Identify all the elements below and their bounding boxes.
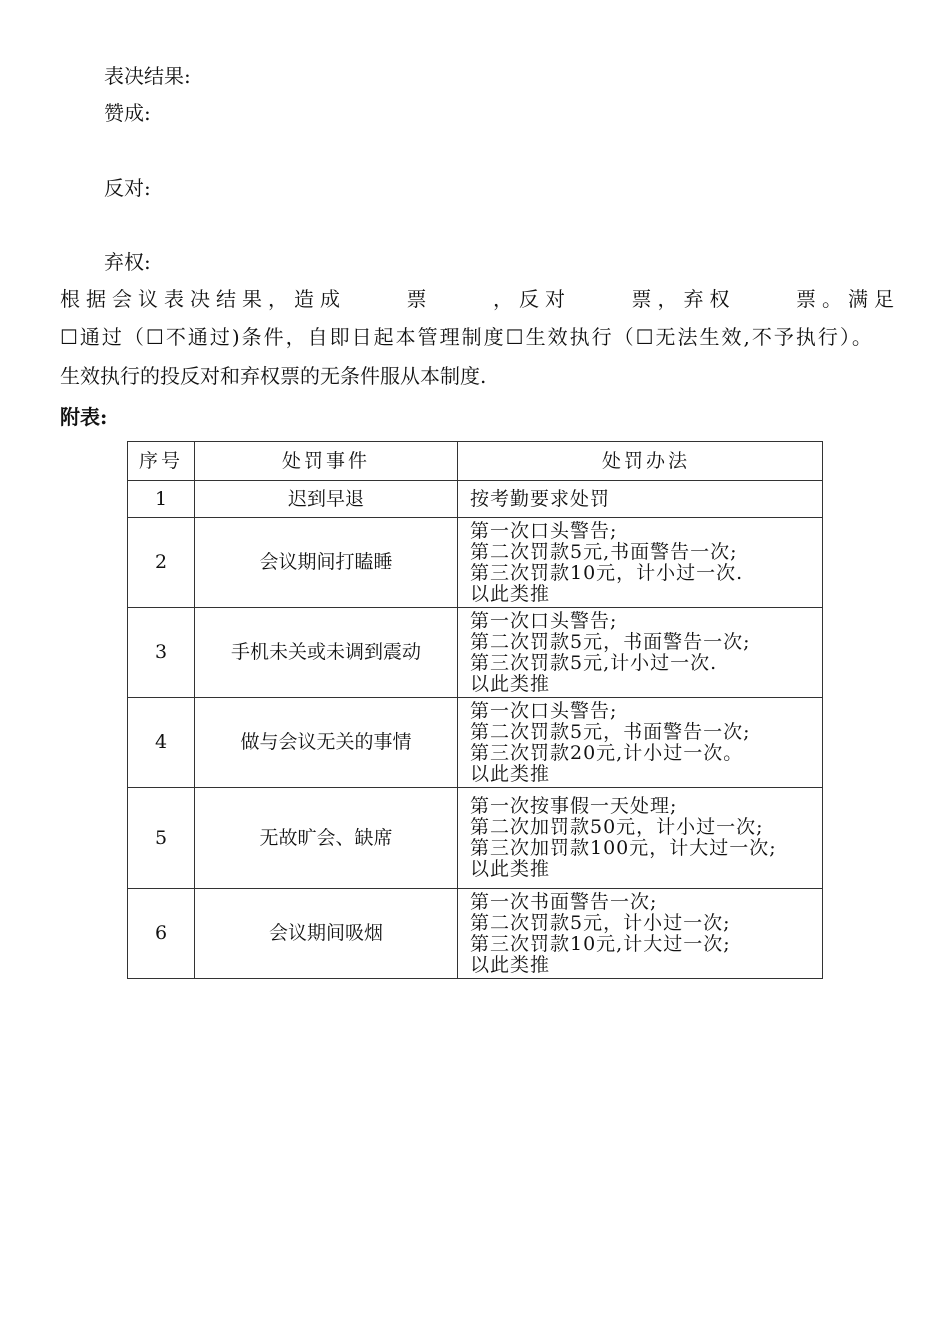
method-line: 第三次罚款10元，计小过一次. — [470, 561, 744, 584]
method-line: 第三次罚款5元,计小过一次. — [470, 651, 718, 674]
vote-count-part: 票，弃权 — [631, 287, 736, 311]
row-event: 迟到早退 — [195, 481, 458, 518]
vote-result-label: 表决结果: — [104, 64, 191, 88]
table-row — [128, 788, 823, 889]
method-line: 第一次口头警告; — [470, 519, 618, 542]
table-row — [128, 608, 823, 698]
row-number: 5 — [128, 788, 195, 889]
row-number: 6 — [128, 889, 195, 979]
method-line: 以此类推 — [470, 672, 551, 695]
row-number: 4 — [128, 698, 195, 788]
row-event: 无故旷会、缺席 — [195, 788, 458, 889]
row-event: 会议期间打瞌睡 — [195, 518, 458, 608]
obey-sentence: 生效执行的投反对和弃权票的无条件服从本制度. — [60, 364, 487, 388]
table-row — [128, 698, 823, 788]
table-row — [128, 889, 823, 979]
row-method — [458, 698, 823, 788]
row-method — [458, 608, 823, 698]
header-method: 处罚办法 — [458, 442, 823, 481]
header-event: 处罚事件 — [195, 442, 458, 481]
vote-count-part: 票 — [406, 287, 433, 311]
row-method — [458, 481, 823, 518]
row-number: 2 — [128, 518, 195, 608]
vote-count-sentence — [60, 287, 900, 311]
row-event: 会议期间吸烟 — [195, 889, 458, 979]
method-line: 第三次加罚款100元，计大过一次; — [470, 837, 777, 859]
vote-count-part: ，反对 — [493, 287, 571, 311]
method-line: 按考勤要求处罚 — [470, 487, 611, 510]
method-line: 以此类推 — [470, 953, 551, 976]
row-event: 手机未关或未调到震动 — [195, 608, 458, 698]
table-row — [128, 481, 823, 518]
method-line: 以此类推 — [470, 762, 551, 785]
table-row — [128, 518, 823, 608]
penalty-table — [127, 441, 823, 979]
vote-against-label: 反对: — [104, 176, 151, 200]
row-number: 1 — [128, 481, 195, 518]
row-method — [458, 518, 823, 608]
vote-abstain-label: 弃权: — [104, 250, 151, 274]
method-line: 第三次罚款20元,计小过一次。 — [470, 741, 744, 764]
vote-for-label: 赞成: — [104, 101, 151, 125]
method-line: 第二次罚款5元,书面警告一次; — [470, 540, 738, 563]
row-number: 3 — [128, 608, 195, 698]
pass-condition-sentence: ☐通过（☐不通过)条件，自即日起本管理制度☐生效执行（☐无法生效,不予执行）。 — [60, 325, 874, 349]
method-line: 第二次罚款5元，计小过一次; — [470, 911, 731, 934]
vote-count-part: 票。满足 — [796, 287, 900, 311]
method-line: 第二次罚款5元，书面警告一次; — [470, 720, 751, 743]
table-header-row — [128, 442, 823, 481]
appendix-heading: 附表: — [60, 405, 108, 429]
vote-count-part: 根据会议表决结果，造成 — [60, 287, 346, 311]
method-line: 第一次口头警告; — [470, 609, 618, 632]
method-line: 第二次加罚款50元，计小过一次; — [470, 816, 764, 838]
method-line: 以此类推 — [470, 858, 551, 880]
row-method — [458, 788, 823, 889]
method-line: 第一次按事假一天处理; — [470, 795, 678, 817]
row-method — [458, 889, 823, 979]
method-line: 第一次口头警告; — [470, 699, 618, 722]
method-line: 第三次罚款10元,计大过一次; — [470, 932, 731, 955]
method-line: 第二次罚款5元，书面警告一次; — [470, 630, 751, 653]
method-line: 第一次书面警告一次; — [470, 890, 658, 913]
header-no: 序号 — [128, 442, 195, 481]
method-line: 以此类推 — [470, 582, 551, 605]
row-event: 做与会议无关的事情 — [195, 698, 458, 788]
